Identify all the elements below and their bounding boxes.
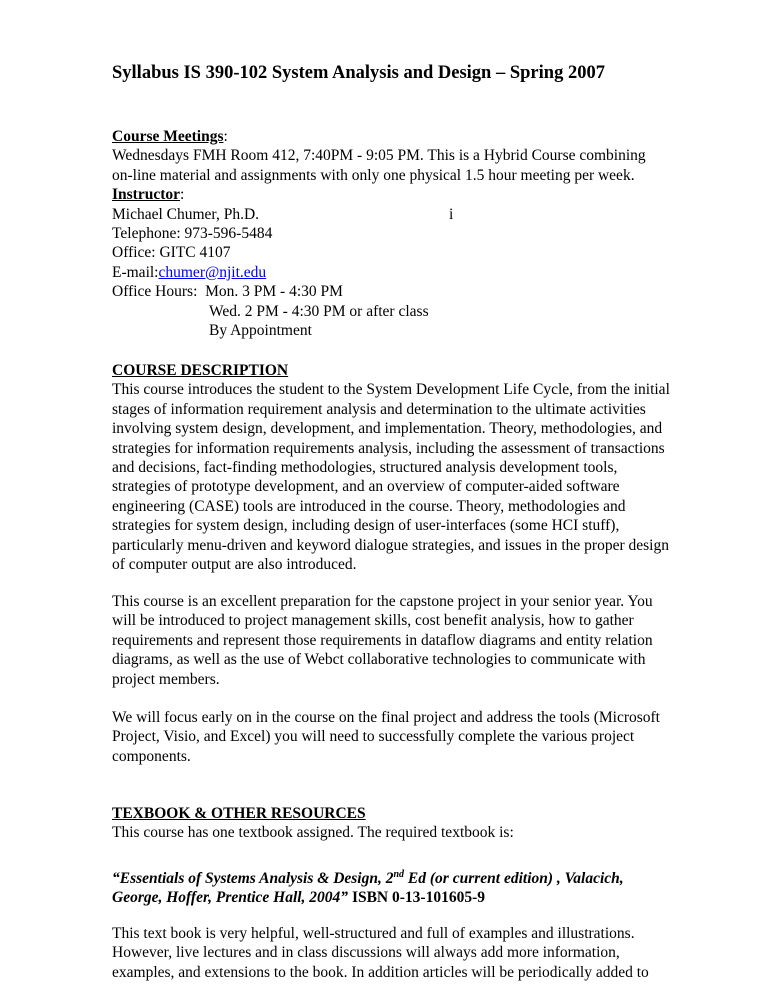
office-hours-1: Mon. 3 PM - 4:30 PM xyxy=(205,283,343,301)
instructor-heading-line xyxy=(112,185,672,204)
textbook-authors: George, Hoffer, Prentice Hall, 2004” xyxy=(112,889,349,907)
instructor-name-line xyxy=(112,205,672,224)
meetings-heading: Course Meetings xyxy=(112,128,224,145)
stray-character: i xyxy=(449,205,454,223)
email-link[interactable]: chumer@njit.edu xyxy=(158,263,267,281)
description-p3-line: components. xyxy=(112,747,191,765)
office-hours-line-1 xyxy=(112,282,672,301)
office-hours-3: By Appointment xyxy=(209,322,312,340)
description-p2-line: requirements and represent those requirements in dataflow diagrams and entity relation xyxy=(112,631,653,649)
instructor-heading: Instructor xyxy=(112,186,181,204)
resources-intro: This course has one textbook assigned. The required textbook is: xyxy=(112,824,514,842)
textbook-title-line-1 xyxy=(112,869,672,888)
description-p1-line: strategies of prototype development, and an overview of computer-aided software xyxy=(112,478,620,496)
description-p3-line: We will focus early on in the course on the final project and address the tools (Microsoft xyxy=(112,709,660,726)
textbook-edition-sup: nd xyxy=(393,868,405,880)
textbook-title-part-2: Ed (or current edition) , Valacich, xyxy=(404,870,624,887)
description-paragraph-3 xyxy=(112,708,672,766)
description-p1-line: of computer output are also introduced. xyxy=(112,556,357,574)
meetings-line-1: Wednesdays FMH Room 412, 7:40PM - 9:05 PM. This is a Hybrid Course combining xyxy=(112,147,646,165)
description-p1-line: strategies for system design, including design of user-interfaces (some HCI stuff), xyxy=(112,517,620,535)
meetings-section xyxy=(112,127,672,340)
textbook-title-part-1: “Essentials of Systems Analysis & Design, 2 xyxy=(112,870,394,887)
description-p1-line: and decisions, fact-finding methodologies, structured analysis development tools, xyxy=(112,459,618,477)
textbook-notes xyxy=(112,924,672,982)
description-p1-line: engineering (CASE) tools are introduced in the course. Theory, methodologies and xyxy=(112,497,626,515)
description-p1-line: particularly menu-driven and keyword dialogue strategies, and issues in the proper design xyxy=(112,536,669,554)
textbook-title-line-2 xyxy=(112,888,672,907)
description-p1-line: This course introduces the student to the System Development Life Cycle, from the initial xyxy=(112,381,670,399)
instructor-name: Michael Chumer, Ph.D. xyxy=(112,205,260,223)
description-p1-line: involving system design, development, and implementation. Theory, methodologies, and xyxy=(112,420,663,438)
textbook-citation xyxy=(112,869,672,908)
description-p3-line: Project, Visio, and Excel) you will need to successfully complete the various project xyxy=(112,728,635,746)
instructor-email-line xyxy=(112,263,672,282)
description-p1-line: stages of information requirement analysis and determination to the ultimate activities xyxy=(112,400,646,418)
instructor-telephone: Telephone: 973-596-5484 xyxy=(112,225,273,243)
office-hours-2: Wed. 2 PM - 4:30 PM or after class xyxy=(209,302,429,320)
description-p2-line: diagrams, as well as the use of Webct collaborative technologies to communicate with xyxy=(112,651,646,669)
description-heading: COURSE DESCRIPTION xyxy=(112,362,289,379)
textbook-note-line: examples, and extensions to the book. In addition articles will be periodically added to xyxy=(112,963,649,981)
description-paragraph-2 xyxy=(112,592,672,689)
description-section xyxy=(112,361,672,574)
meetings-line-2: on-line material and assignments with only one physical 1.5 hour meeting per week. xyxy=(112,166,635,184)
office-hours-label: Office Hours: xyxy=(112,283,198,301)
resources-section xyxy=(112,804,672,843)
resources-heading: TEXBOOK & OTHER RESOURCES xyxy=(112,805,366,822)
textbook-note-line: This text book is very helpful, well-structured and full of examples and illustrations. xyxy=(112,925,635,942)
textbook-isbn: ISBN 0-13-101605-9 xyxy=(348,889,485,907)
description-p1-line: strategies for information requirements analysis, including the assessment of transactions xyxy=(112,439,665,457)
page-title: Syllabus IS 390-102 System Analysis and Design – Spring 2007 xyxy=(112,63,605,83)
instructor-heading-colon: : xyxy=(180,186,185,204)
email-label: E-mail: xyxy=(112,263,159,281)
instructor-office: Office: GITC 4107 xyxy=(112,244,231,262)
meetings-heading-line xyxy=(112,127,672,146)
description-p2-line: This course is an excellent preparation for the capstone project in your senior year. You xyxy=(112,593,653,610)
description-p2-line: will be introduced to project management skills, cost benefit analysis, how to gather xyxy=(112,612,634,630)
meetings-heading-colon: : xyxy=(223,128,228,145)
description-p2-line: project members. xyxy=(112,670,220,688)
textbook-note-line: However, live lectures and in class discussions will always add more information, xyxy=(112,944,620,962)
